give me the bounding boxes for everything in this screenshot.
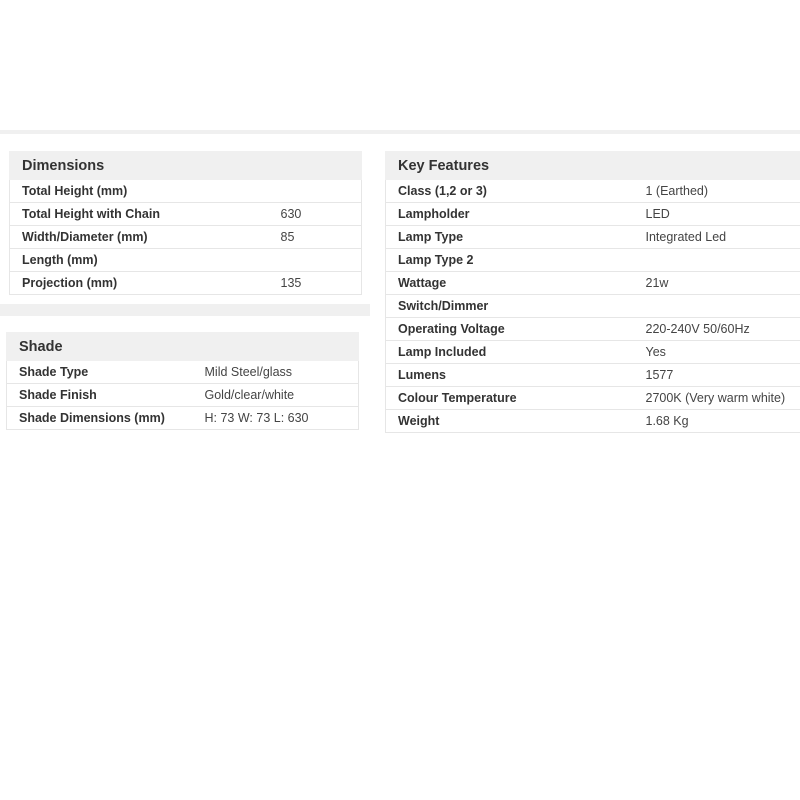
row-value: H: 73 W: 73 L: 630 — [193, 407, 359, 430]
dimensions-table — [9, 151, 362, 295]
row-label: Weight — [386, 410, 634, 433]
row-value: 2700K (Very warm white) — [634, 387, 800, 410]
row-label: Length (mm) — [10, 249, 269, 272]
row-value: 1.68 Kg — [634, 410, 800, 433]
key-features-title: Key Features — [386, 152, 800, 181]
row-value — [634, 295, 800, 318]
row-label: Width/Diameter (mm) — [10, 226, 269, 249]
table-row — [10, 249, 362, 272]
row-value: 85 — [269, 226, 362, 249]
row-label: Total Height with Chain — [10, 203, 269, 226]
row-label: Lamp Type — [386, 226, 634, 249]
table-row — [386, 203, 800, 226]
table-row — [7, 407, 359, 430]
table-row — [10, 180, 362, 203]
row-label: Total Height (mm) — [10, 180, 269, 203]
table-row — [386, 272, 800, 295]
row-label: Colour Temperature — [386, 387, 634, 410]
table-row — [386, 387, 800, 410]
table-row — [7, 384, 359, 407]
row-value: 21w — [634, 272, 800, 295]
dimensions-title: Dimensions — [10, 152, 362, 181]
dimensions-header-row — [10, 152, 362, 181]
shade-title: Shade — [7, 333, 359, 362]
table-row — [10, 226, 362, 249]
row-value — [269, 180, 362, 203]
row-value: Integrated Led — [634, 226, 800, 249]
row-value — [269, 249, 362, 272]
row-value: Yes — [634, 341, 800, 364]
row-value: 630 — [269, 203, 362, 226]
row-label: Shade Finish — [7, 384, 193, 407]
top-divider — [0, 130, 800, 134]
table-row — [386, 341, 800, 364]
table-row — [386, 249, 800, 272]
key-features-table — [385, 151, 800, 433]
shade-header-row — [7, 333, 359, 362]
row-value — [634, 249, 800, 272]
row-value: Mild Steel/glass — [193, 361, 359, 384]
table-row — [386, 226, 800, 249]
table-row — [7, 361, 359, 384]
table-row — [10, 203, 362, 226]
row-label: Wattage — [386, 272, 634, 295]
row-label: Shade Type — [7, 361, 193, 384]
row-value: 1577 — [634, 364, 800, 387]
table-row — [386, 180, 800, 203]
row-label: Lampholder — [386, 203, 634, 226]
row-label: Lamp Type 2 — [386, 249, 634, 272]
key-features-header-row — [386, 152, 800, 181]
row-label: Operating Voltage — [386, 318, 634, 341]
table-row — [386, 410, 800, 433]
row-label: Lamp Included — [386, 341, 634, 364]
row-value: Gold/clear/white — [193, 384, 359, 407]
table-row — [10, 272, 362, 295]
row-value: LED — [634, 203, 800, 226]
row-value: 220-240V 50/60Hz — [634, 318, 800, 341]
row-value: 135 — [269, 272, 362, 295]
table-row — [386, 318, 800, 341]
section-separator — [0, 304, 370, 316]
row-label: Projection (mm) — [10, 272, 269, 295]
table-row — [386, 295, 800, 318]
row-label: Shade Dimensions (mm) — [7, 407, 193, 430]
row-label: Lumens — [386, 364, 634, 387]
row-value: 1 (Earthed) — [634, 180, 800, 203]
row-label: Switch/Dimmer — [386, 295, 634, 318]
row-label: Class (1,2 or 3) — [386, 180, 634, 203]
shade-table — [6, 332, 359, 430]
table-row — [386, 364, 800, 387]
